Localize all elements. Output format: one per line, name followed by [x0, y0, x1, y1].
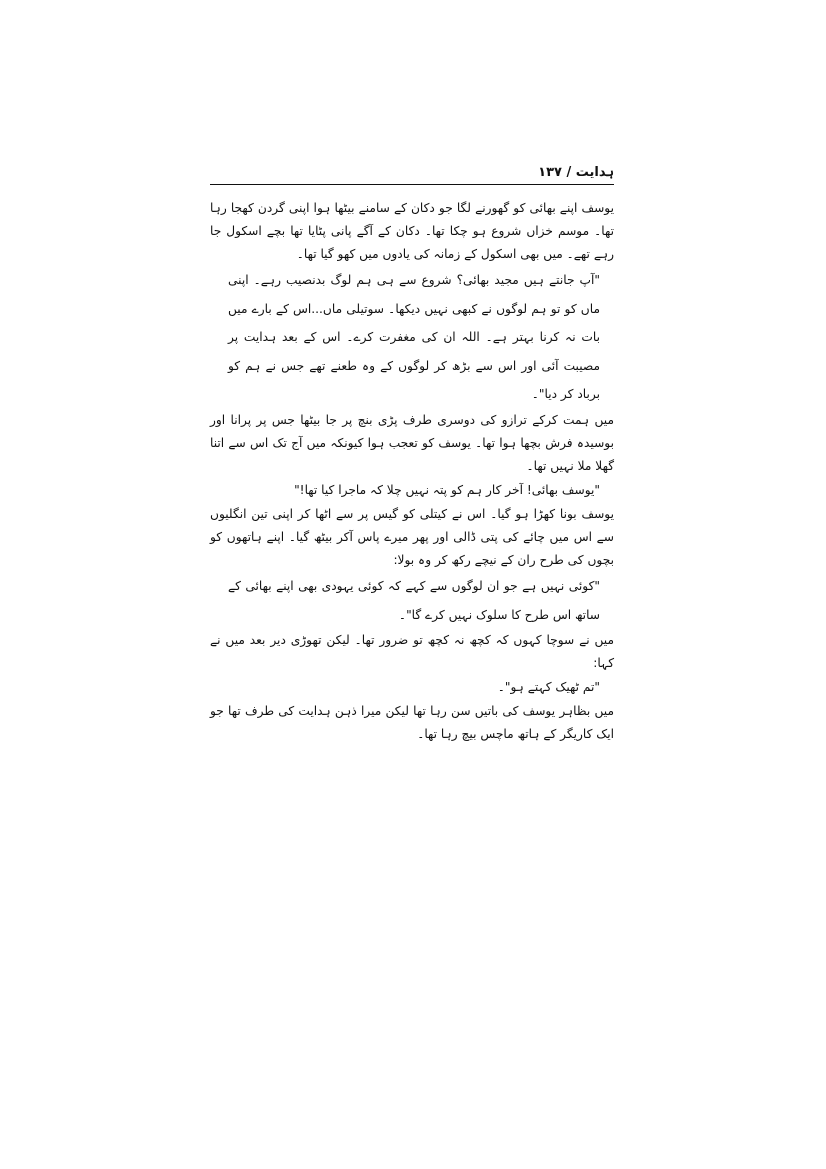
paragraph-2: میں ہمت کرکے ترازو کی دوسری طرف پڑی بنچ پر جا بیٹھا جس پر پرانا اور بوسیدہ فرش بچھا ہوا تھا۔ یوسف کو تعجب ہوا کیونکہ میں آج تک اس سے اتنا گھلا ملا نہیں تھا۔ [210, 412, 614, 473]
quote-1: "آپ جانتے ہیں مجید بھائی؟ شروع سے ہی ہم لوگ بدنصیب رہے۔ اپنی ماں کو تو ہم لوگوں نے کبھی نہیں دیکھا۔ سوتیلی ماں...اس کے بارے میں بات نہ کرنا بہتر ہے۔ اللہ ان کی مغفرت کرے۔ اس کے بعد ہدایت پر مصیبت آئی اور اس سے بڑھ کر لوگوں کے وہ طعنے تھے جس نے ہم کو برباد کر دیا"۔ [228, 273, 600, 402]
header-title: ہدایت / ۱۳۷ [538, 165, 614, 180]
quote-4: "تم ٹھیک کہتے ہو"۔ [497, 680, 600, 695]
quote-3: "کوئی نہیں ہے جو ان لوگوں سے کہے کہ کوئی یہودی بھی اپنے بھائی کے ساتھ اس طرح کا سلوک نہیں کرے گا"۔ [228, 578, 600, 622]
paragraph-1: یوسف اپنے بھائی کو گھورنے لگا جو دکان کے سامنے بیٹھا ہوا اپنی گردن کھجا رہا تھا۔ موسم خزاں شروع ہو چکا تھا۔ دکان کے آگے پانی پٹایا تھا بچے اسکول جا رہے تھے۔ میں بھی اسکول کے زمانہ کی یادوں میں کھو گیا تھا۔ [210, 201, 614, 261]
paragraph-3: یوسف بونا کھڑا ہو گیا۔ اس نے کیتلی کو گیس پر سے اٹھا کر اپنی تین انگلیوں سے اس میں چائے کی پتی ڈالی اور پھر میرے پاس آکر بیٹھ گیا۔ اپنے ہاتھوں کو بچوں کی طرح ران کے نیچے رکھ کر وہ بولا: [210, 506, 614, 567]
body-text [210, 197, 614, 746]
book-page [210, 160, 614, 746]
paragraph-4: میں نے سوچا کہوں کہ کچھ نہ کچھ تو ضرور تھا۔ لیکن تھوڑی دیر بعد میں نے کہا: [210, 633, 614, 671]
paragraph-5: میں بظاہر یوسف کی باتیں سن رہا تھا لیکن میرا ذہن ہدایت کی طرف تھا جو ایک کاریگر کے ہاتھ ماچس بیچ رہا تھا۔ [210, 704, 614, 742]
quote-2: "یوسف بھائی! آخر کار ہم کو پتہ نہیں چلا کہ ماجرا کیا تھا!" [294, 482, 600, 497]
running-header [210, 160, 614, 185]
